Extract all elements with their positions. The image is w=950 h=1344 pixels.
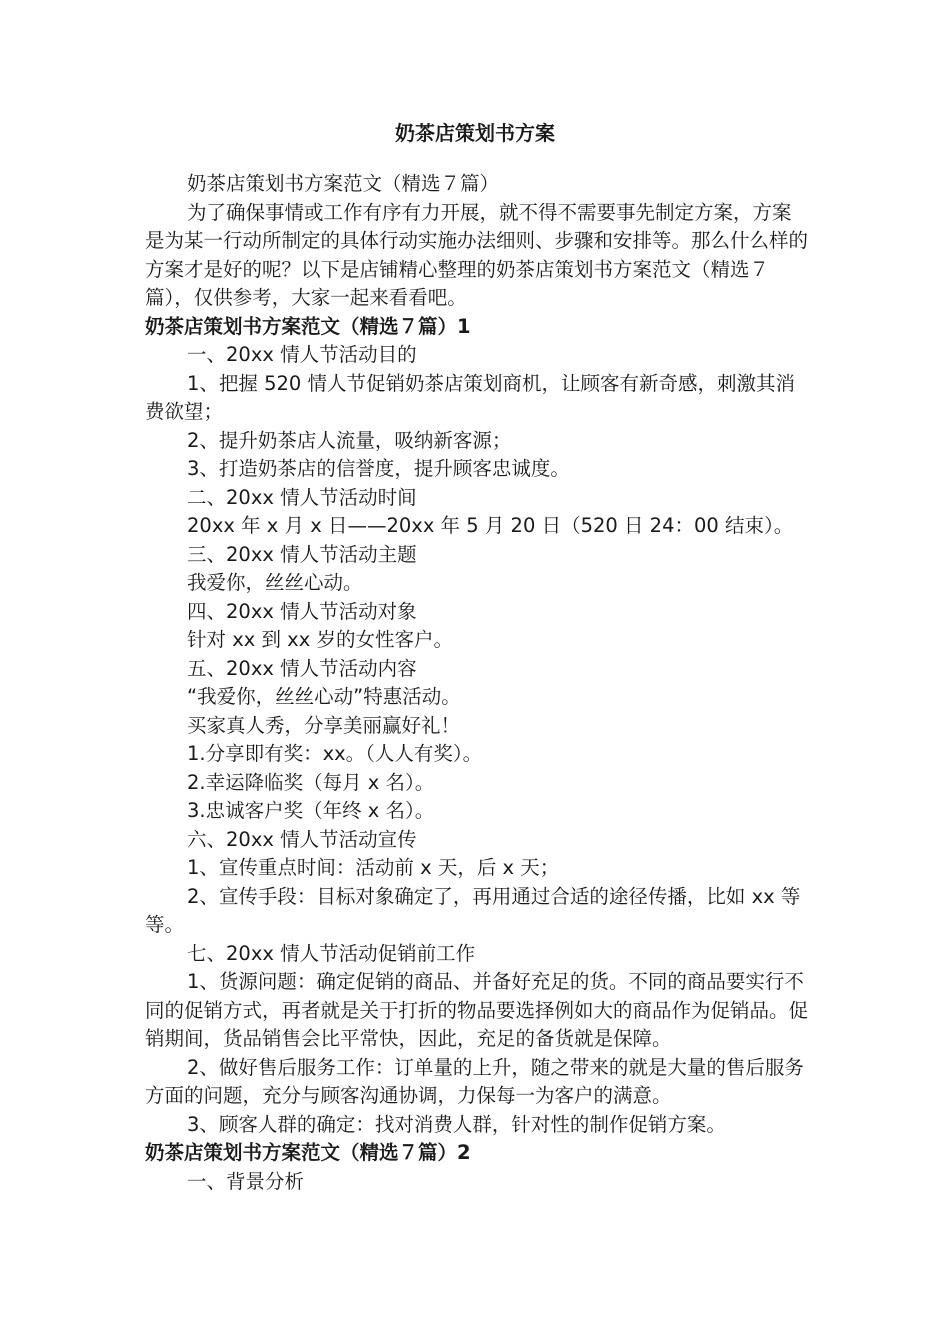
section1-line: 2、提升奶茶店人流量，吸纳新客源； [187,428,512,452]
section1-line: 1.分享即有奖：xx。（人人有奖）。 [187,742,483,765]
section1-line: 2、做好售后服务工作：订单量的上升，随之带来的就是大量的售后服务方面的问题，充分与顾客沟通协调，力保每一为客户的满意。 [145,1055,804,1107]
section1-line: 3.忠诚客户奖（年终 x 名）。 [187,799,435,822]
section1-line: 20xx 年 x 月 x 日——20xx 年 5 月 20 日（520 日 24：00 结束）。 [187,514,794,537]
section1-line: 二、20xx 情人节活动时间 [187,485,417,509]
section-heading-2: 奶茶店策划书方案范文（精选７篇）2 [145,1141,471,1164]
section1-line: 1、宣传重点时间：活动前 x 天，后 x 天； [187,856,560,879]
section1-line: 针对 xx 到 xx 岁的女性客户。 [187,628,453,651]
section1-line: 三、20xx 情人节活动主题 [187,542,417,566]
section1-line: 六、20xx 情人节活动宣传 [187,827,417,851]
intro-paragraph: 为了确保事情或工作有序有力开展，就不得不需要事先制定方案，方案是为某一行动所制定的具体行动实施办法细则、步骤和安排等。那么什么样的方案才是好的呢？以下是店铺精心整理的奶茶店策划书方案范文（精选７篇），仅供参考，大家一起来看看吧。 [145,200,809,309]
section1-line: 2、宣传手段：目标对象确定了，再用通过合适的途径传播，比如 xx 等等。 [145,884,801,936]
section1-line: 买家真人秀，分享美丽赢好礼！ [187,713,461,737]
section1-line: “我爱你，丝丝心动”特惠活动。 [187,685,461,708]
section1-line: 3、顾客人群的确定：找对消费人群，针对性的制作促销方案。 [187,1112,726,1136]
section1-line: 1、把握 520 情人节促销奶茶店策划商机，让顾客有新奇感，刺激其消费欲望； [145,371,796,423]
section1-line: 五、20xx 情人节活动内容 [187,656,417,680]
section1-line: 七、20xx 情人节活动促销前工作 [187,941,476,965]
intro-subtitle: 奶茶店策划书方案范文（精选７篇） [187,172,500,195]
section1-line: 3、打造奶茶店的信誉度，提升顾客忠诚度。 [187,457,570,480]
section1-line: 1、货源问题：确定促销的商品、并备好充足的货。不同的商品要实行不同的促销方式，再者就是关于打折的物品要选择例如大的商品作为促销品。促销期间，货品销售会比平常快，因此，充足的备货就是保障。 [145,970,809,1050]
section2-line: 一、背景分析 [187,1169,305,1193]
section1-line: 四、20xx 情人节活动对象 [187,599,417,623]
document-body [145,170,810,1196]
section1-line: 我爱你，丝丝心动。 [187,571,363,594]
section1-line: 一、20xx 情人节活动目的 [187,343,417,366]
section1-line: 2.幸运降临奖（每月 x 名）。 [187,770,435,794]
page-title: 奶茶店策划书方案 [395,121,555,145]
section-heading-1: 奶茶店策划书方案范文（精选７篇）1 [145,314,471,338]
